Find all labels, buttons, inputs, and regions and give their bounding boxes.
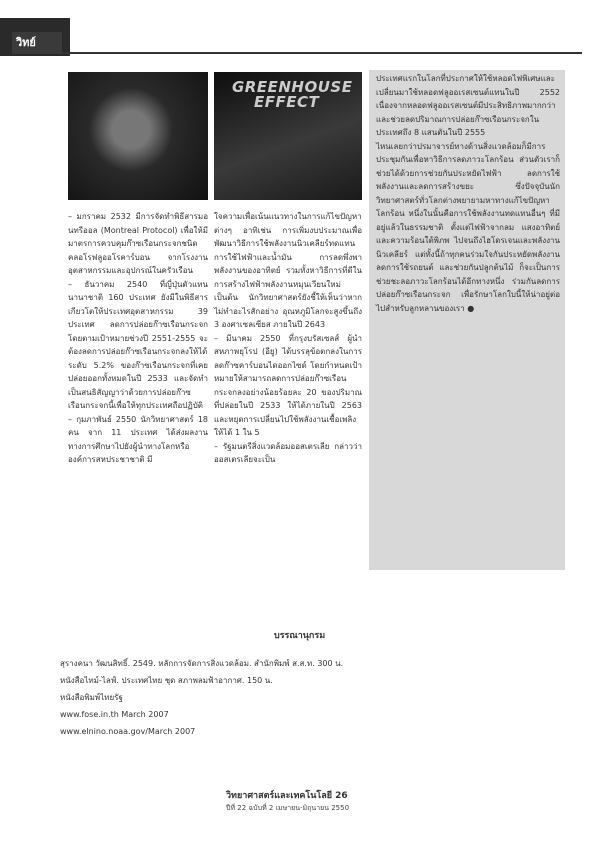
header-rule: [62, 52, 582, 54]
footer-issue: ปีที่ 22 ฉบับที่ 2 เมษายน-มิถุนายน 2550: [226, 804, 350, 812]
references-list: [60, 655, 530, 740]
globe-photo: [68, 72, 208, 200]
paragraph: – รัฐมนตรีสิ่งแวดล้อมออสเตรเลีย กล่าวว่า ออสเตรเลียจะเป็น: [214, 441, 362, 464]
article-column-1: [68, 210, 208, 467]
greenhouse-effect-photo: [214, 72, 362, 200]
reference-link[interactable]: www.fose.in.th March 2007: [60, 710, 169, 719]
paragraph: ใจความเพื่อเน้นแนวทางในการแก้ไขปัญหาต่างๆ อาทิเช่น การเพิ่มงบประมาณเพื่อพัฒนาวิธีการใช้พลังงานนิวเคลียร์ทดแทนการใช้ไฟฟ้าและน้ำมัน การลดพึ่งพาพลังงานของอาทิตย์ รวมทั้งหาวิธีการที่ดีในการสร้างไฟฟ้าพลังงานหมุนเวียนใหม่ เป็นต้น นักวิทยาศาสตร์ยังชี้ให้เห็นว่าหากไม่ทำอะไรสักอย่าง อุณหภูมิโลกจะสูงขึ้นถึง 3 องศาเซลเซียส ภายในปี 2643: [214, 212, 362, 329]
paragraph: – มกราคม 2532 มีการจัดทำพิธีสารมอนทรีออล (Montreal Protocol) เพื่อให้มีมาตรการควบคุมก๊าซเรือนกระจกชนิดคลอโรฟลูออโรคาร์บอน จากโรงงานอุตสาหกรรมและอุปกรณ์ในครัวเรือน: [68, 212, 208, 275]
reference-item: หนังสือไทม์-ไลฟ์. ประเทศไทย ชุด สภาพลมฟ้าอากาศ. 150 น.: [60, 676, 273, 685]
paragraph: – ธันวาคม 2540 ที่ญี่ปุ่นตัวแทนนานาชาติ 160 ประเทศ ยังมีในพิธีสารเกียวโตให้ประเทศอุตสาหกรรม 39 ประเทศ ลดการปล่อยก๊าซเรือนกระจก โดยตามเป้าหมายช่วงปี 2551-2555 จะต้องลดการปล่อยก๊าซเรือนกระจกลงให้ได้ระดับ 5.2% ของก๊าซเรือนกระจกที่เคยปล่อยออกทั้งหมดในปี 2533 และจัดทำเป็นสนธิสัญญาว่าด้วยการปล่อยก๊าซเรือนกระจกนี้เพื่อให้ทุกประเทศถือปฏิบัติ: [68, 279, 208, 410]
paragraph: ประเทศแรกในโลกที่ประกาศให้ใช้หลอดไฟพิเศษและเปลี่ยนมาใช้หลอดฟลูออเรสเซนต์แทนในปี 2552 เนื่องจากหลอดฟลูออเรสเซนต์มีประสิทธิภาพมากกว่าและช่วยลดปริมาณการปล่อยก๊าซเรือนกระจกในประเทศถึง 8 แสนตันในปี 2555: [376, 74, 560, 137]
end-mark-icon: ●: [467, 303, 475, 313]
reference-item: หนังสือพิมพ์ไทยรัฐ: [60, 693, 123, 702]
reference-item: สุรางคนา วัฒนสิทธิ์. 2549. หลักการจัดการสิ่งแวดล้อม. สำนักพิมพ์ ส.ส.ท. 300 น.: [60, 659, 344, 668]
references-title: บรรณานุกรม: [274, 631, 326, 641]
paragraph: ไหนเลยกว่าปรมาจารย์ทางด้านสิ่งแวดล้อมก็มีการประชุมกันเพื่อหาวิธีการลดภาวะโลกร้อน ส่วนตัวเราก็ช่วยได้ด้วยการช่วยกันประหยัดไฟฟ้า ลดการใช้พลังงานและลดการสร้างขยะ ซึ่งปัจจุบันนักวิทยาศาสตร์ทั่วโลกต่างพยายามหาทางแก้ไขปัญหาโลกร้อน หนึ่งในนั้นคือการใช้พลังงานทดแทนอื่นๆ ที่มีอยู่แล้วในธรรมชาติ ตั้งแต่ไฟฟ้าจากลม แสงอาทิตย์ และความร้อนใต้พิภพ ไปจนถึงไฮโดรเจนและพลังงานนิวเคลียร์ แต่ทั้งนี้ถ้าทุกคนร่วมใจกันประหยัดพลังงาน ลดการใช้รถยนต์ และช่วยกันปลูกต้นไม้ ก็จะเป็นการช่วยชะลอภาวะโลกร้อนได้อีกทางหนึ่ง ร่วมกันลดการปล่อยก๊าซเรือนกระจก เพื่อรักษาโลกใบนี้ให้น่าอยู่ต่อไปสำหรับลูกหลานของเรา ●: [376, 141, 560, 313]
reference-link[interactable]: www.elnino.noaa.gov/March 2007: [60, 727, 196, 736]
footer-title: วิทยาศาสตร์และเทคโนโลยี 26: [226, 791, 348, 801]
paragraph: – กุมภาพันธ์ 2550 นักวิทยาศาสตร์ 18 คน จาก 11 ประเทศ ได้ส่งผลงานทางการศึกษาไปยังผู้นำทางโลกหรือองค์การสหประชาชาติ มี: [68, 414, 208, 464]
greenhouse-effect-title: GREENHOUSE EFFECT: [232, 78, 353, 111]
section-title: วิทย์แอนด์วิลด์: [12, 32, 62, 54]
article-column-2: [214, 210, 362, 467]
article-column-3: [376, 72, 560, 315]
paragraph: – มีนาคม 2550 ที่กรุงบรัสเซลส์ ผู้นำสหภาพยุโรป (อียู) ได้บรรลุข้อตกลงในการลดก๊าซคาร์บอนไดออกไซด์ โดยกำหนดเป้าหมายให้สามารถลดการปล่อยก๊าซเรือนกระจกลงอย่างน้อยร้อยละ 20 ของปริมาณที่ปล่อยในปี 2533 ให้ได้ภายในปี 2563 และหยุดการเปลี่ยนไปใช้พลังงานเชื้อเพลิงให้ได้ 1 ใน 5: [214, 333, 362, 437]
